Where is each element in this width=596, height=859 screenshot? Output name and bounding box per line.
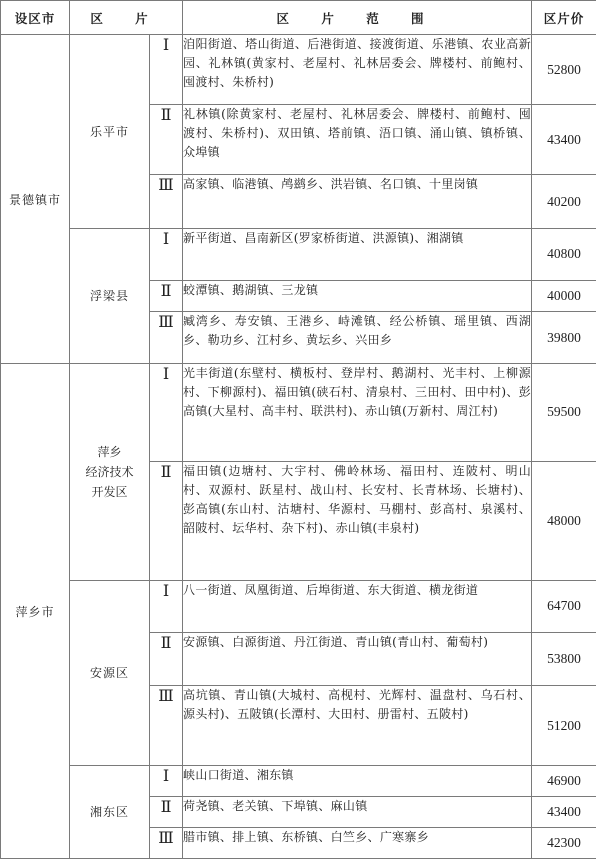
price-cell: 52800	[532, 35, 596, 105]
zone-cell	[70, 364, 150, 580]
level-cell: Ⅲ	[150, 828, 183, 859]
scope-cell: 八一街道、凤凰街道、后埠街道、东大街道、横龙街道	[183, 580, 532, 633]
scope-cell: 高家镇、临港镇、鸬鹚乡、洪岩镇、名口镇、十里岗镇	[183, 175, 532, 229]
level-cell: Ⅰ	[150, 580, 183, 633]
city-cell: 景德镇市	[1, 35, 70, 364]
scope-cell: 峡山口街道、湘东镇	[183, 766, 532, 796]
scope-cell: 福田镇(边塘村、大宇村、佛岭林场、福田村、连陂村、明山村、双源村、跃星村、战山村、长安村、长青林场、长塘村)、彭高镇(东山村、沽塘村、华源村、马棚村、彭高村、泉溪村、韶陂村、坛华村、杂下村)、赤山镇(丰泉村)	[183, 461, 532, 580]
header-price: 区片价	[532, 1, 596, 35]
scope-cell: 荷尧镇、老关镇、下埠镇、麻山镇	[183, 796, 532, 827]
header-city: 设区市	[1, 1, 70, 35]
table-row	[1, 364, 596, 462]
level-cell: Ⅰ	[150, 766, 183, 796]
scope-cell: 新平街道、昌南新区(罗家桥街道、洪源镇)、湘湖镇	[183, 229, 532, 281]
price-cell: 42300	[532, 828, 596, 859]
level-cell: Ⅱ	[150, 633, 183, 686]
price-cell: 46900	[532, 766, 596, 796]
price-cell: 40000	[532, 280, 596, 311]
header-zone: 区 片	[70, 1, 183, 35]
scope-cell: 安源镇、白源街道、丹江街道、青山镇(青山村、葡萄村)	[183, 633, 532, 686]
price-cell: 64700	[532, 580, 596, 633]
table-row	[1, 580, 596, 633]
scope-cell: 高坑镇、青山镇(大城村、高枧村、光辉村、温盘村、乌石村、源头村)、五陂镇(长潭村、大田村、册雷村、五陂村)	[183, 686, 532, 766]
price-cell: 40800	[532, 229, 596, 281]
level-cell: Ⅱ	[150, 796, 183, 827]
level-cell: Ⅲ	[150, 312, 183, 364]
level-cell: Ⅱ	[150, 105, 183, 175]
scope-cell: 蛟潭镇、鹅湖镇、三龙镇	[183, 280, 532, 311]
zone-cell: 浮梁县	[70, 229, 150, 364]
zone-cell: 安源区	[70, 580, 150, 766]
price-cell: 43400	[532, 105, 596, 175]
price-cell: 53800	[532, 633, 596, 686]
price-cell: 59500	[532, 364, 596, 462]
scope-cell: 臧湾乡、寿安镇、王港乡、峙滩镇、经公桥镇、瑶里镇、西湖乡、勒功乡、江村乡、黄坛乡、兴田乡	[183, 312, 532, 364]
zone-name-line: 开发区	[91, 484, 128, 499]
zone-name-line: 萍乡	[97, 444, 122, 459]
level-cell: Ⅲ	[150, 686, 183, 766]
price-cell: 39800	[532, 312, 596, 364]
price-cell: 40200	[532, 175, 596, 229]
level-cell: Ⅰ	[150, 35, 183, 105]
header-scope: 区 片 范 围	[183, 1, 532, 35]
table-row	[1, 35, 596, 105]
level-cell: Ⅱ	[150, 280, 183, 311]
scope-cell: 洎阳街道、塔山街道、后港街道、接渡街道、乐港镇、农业高新园、礼林镇(黄家村、老屋村、礼林居委会、牌楼村、前鲍村、囤渡村、朱桥村)	[183, 35, 532, 105]
level-cell: Ⅰ	[150, 364, 183, 462]
level-cell: Ⅲ	[150, 175, 183, 229]
scope-cell: 光丰街道(东壁村、横板村、登岸村、鹅湖村、光丰村、上柳源村、下柳源村)、福田镇(硖石村、清泉村、三田村、田中村)、彭高镇(大星村、高丰村、联洪村)、赤山镇(万新村、周江村)	[183, 364, 532, 462]
table-row	[1, 766, 596, 796]
price-cell: 51200	[532, 686, 596, 766]
zone-name-line: 经济技术	[85, 464, 134, 479]
city-cell: 萍乡市	[1, 364, 70, 859]
table-row	[1, 229, 596, 281]
scope-cell: 礼林镇(除黄家村、老屋村、礼林居委会、牌楼村、前鲍村、囤渡村、朱桥村)、双田镇、塔前镇、浯口镇、涌山镇、镇桥镇、众埠镇	[183, 105, 532, 175]
zone-cell: 湘东区	[70, 766, 150, 859]
price-cell: 48000	[532, 461, 596, 580]
scope-cell: 腊市镇、排上镇、东桥镇、白竺乡、广寒寨乡	[183, 828, 532, 859]
header-row	[1, 1, 596, 35]
level-cell: Ⅱ	[150, 461, 183, 580]
zone-cell: 乐平市	[70, 35, 150, 229]
price-cell: 43400	[532, 796, 596, 827]
level-cell: Ⅰ	[150, 229, 183, 281]
